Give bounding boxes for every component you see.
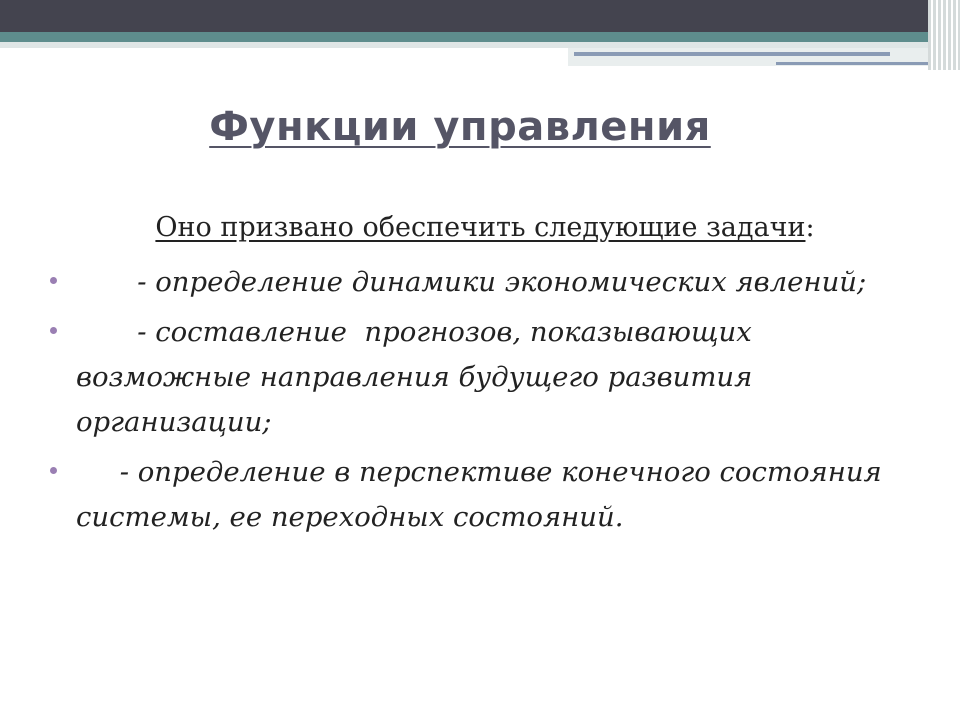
bullet-dot-icon	[50, 327, 57, 334]
header-accent-line-short	[776, 62, 944, 65]
header-dark-bar	[0, 0, 960, 32]
bullet-item	[0, 260, 900, 305]
bullet-text: - составление прогнозов, показывающих возможные направления будущего развития организации;	[76, 316, 753, 438]
intro-underlined-text: Оно призвано обеспечить следующие задачи	[155, 212, 806, 243]
bullet-dot-icon	[50, 277, 57, 284]
intro-line	[0, 212, 960, 243]
bullet-text: - определение в перспективе конечного состояния системы, ее переходных состояний.	[76, 456, 882, 533]
header-corner-stripes	[928, 0, 960, 70]
bullet-dot-icon	[50, 467, 57, 474]
header-accent-line	[574, 52, 890, 56]
intro-colon: :	[805, 212, 815, 243]
slide-title-text: Функции управления	[209, 104, 711, 150]
bullet-text: - определение динамики экономических явлений;	[76, 266, 867, 298]
header-teal-bar	[0, 32, 960, 42]
bullet-list	[0, 260, 900, 545]
bullet-item	[0, 310, 900, 445]
slide-title	[0, 104, 920, 150]
bullet-item	[0, 450, 900, 540]
